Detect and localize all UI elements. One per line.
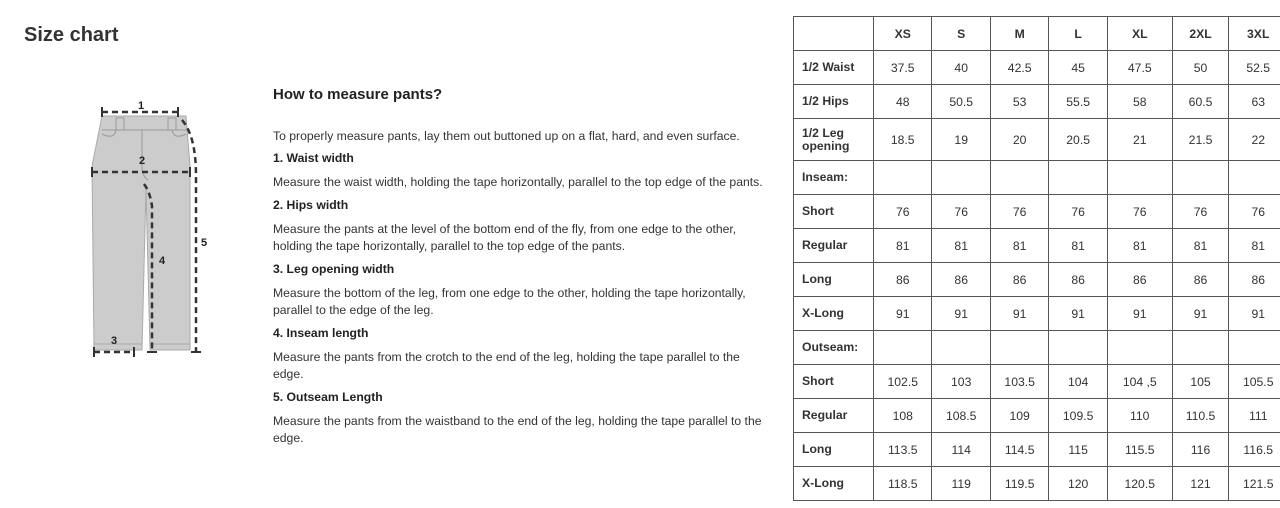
table-cell: 22 bbox=[1229, 119, 1280, 161]
table-cell bbox=[1049, 331, 1107, 365]
step-title-outseam: 5. Outseam Length bbox=[273, 390, 383, 404]
row-label-outseam-regular: Regular bbox=[794, 399, 874, 433]
diagram-label-3: 3 bbox=[111, 335, 118, 347]
table-cell: 116.5 bbox=[1229, 433, 1280, 467]
pants-icon bbox=[84, 96, 216, 366]
table-cell: 119 bbox=[932, 467, 990, 501]
table-cell: 113.5 bbox=[874, 433, 932, 467]
table-cell: 86 bbox=[990, 263, 1048, 297]
size-header-xl: XL bbox=[1107, 17, 1172, 51]
table-cell: 105 bbox=[1172, 365, 1229, 399]
table-cell: 76 bbox=[932, 195, 990, 229]
table-cell bbox=[1229, 331, 1280, 365]
step-text-outseam: Measure the pants from the waistband to the end of the leg, holding the tape parallel to the edge. bbox=[273, 414, 762, 445]
table-cell: 48 bbox=[874, 85, 932, 119]
table-cell: 121.5 bbox=[1229, 467, 1280, 501]
table-cell: 108 bbox=[874, 399, 932, 433]
table-cell bbox=[1049, 161, 1107, 195]
table-cell: 116 bbox=[1172, 433, 1229, 467]
size-header-s: S bbox=[932, 17, 990, 51]
size-header-3xl: 3XL bbox=[1229, 17, 1280, 51]
table-cell: 21 bbox=[1107, 119, 1172, 161]
table-cell: 37.5 bbox=[874, 51, 932, 85]
table-cell: 76 bbox=[1049, 195, 1107, 229]
instructions-intro: To properly measure pants, lay them out buttoned up on a flat, hard, and even surface. bbox=[273, 129, 740, 143]
size-header-l: L bbox=[1049, 17, 1107, 51]
step-text-hips: Measure the pants at the level of the bottom end of the fly, from one edge to the other, holding the tape horizontally, parallel to the top edge of the pants. bbox=[273, 222, 737, 253]
table-cell: 18.5 bbox=[874, 119, 932, 161]
table-cell: 40 bbox=[932, 51, 990, 85]
table-cell: 110.5 bbox=[1172, 399, 1229, 433]
table-cell: 81 bbox=[1172, 229, 1229, 263]
table-cell: 91 bbox=[874, 297, 932, 331]
row-label-inseam-long: Long bbox=[794, 263, 874, 297]
step-title-waist: 1. Waist width bbox=[273, 151, 354, 165]
table-cell: 21.5 bbox=[1172, 119, 1229, 161]
table-cell: 76 bbox=[874, 195, 932, 229]
table-cell: 50.5 bbox=[932, 85, 990, 119]
table-cell bbox=[1172, 331, 1229, 365]
table-cell: 110 bbox=[1107, 399, 1172, 433]
table-cell: 47.5 bbox=[1107, 51, 1172, 85]
row-label-inseam: Inseam: bbox=[794, 161, 874, 195]
table-cell: 58 bbox=[1107, 85, 1172, 119]
table-cell: 86 bbox=[932, 263, 990, 297]
page-title: Size chart bbox=[24, 24, 119, 46]
table-cell: 76 bbox=[1229, 195, 1280, 229]
table-row bbox=[794, 195, 1280, 229]
table-cell: 118.5 bbox=[874, 467, 932, 501]
table-cell: 91 bbox=[1229, 297, 1280, 331]
table-cell: 109.5 bbox=[1049, 399, 1107, 433]
diagram-label-5: 5 bbox=[201, 237, 208, 249]
table-cell: 91 bbox=[1107, 297, 1172, 331]
table-row bbox=[794, 331, 1280, 365]
row-label-half-leg-opening bbox=[794, 119, 874, 161]
table-cell bbox=[874, 331, 932, 365]
table-cell: 104 bbox=[1049, 365, 1107, 399]
row-label-outseam: Outseam: bbox=[794, 331, 874, 365]
table-row bbox=[794, 229, 1280, 263]
step-text-inseam: Measure the pants from the crotch to the end of the leg, holding the tape parallel to the edge. bbox=[273, 350, 740, 381]
table-row bbox=[794, 85, 1280, 119]
table-cell: 81 bbox=[1229, 229, 1280, 263]
table-cell: 111 bbox=[1229, 399, 1280, 433]
table-cell: 81 bbox=[1107, 229, 1172, 263]
pants-silhouette bbox=[92, 116, 190, 350]
table-cell: 109 bbox=[990, 399, 1048, 433]
step-title-inseam: 4. Inseam length bbox=[273, 326, 369, 340]
measurement-instructions bbox=[273, 86, 773, 453]
table-cell: 104 ,5 bbox=[1107, 365, 1172, 399]
row-label-inseam-x-long: X-Long bbox=[794, 297, 874, 331]
table-cell: 91 bbox=[990, 297, 1048, 331]
instructions-heading: How to measure pants? bbox=[273, 86, 443, 103]
size-chart-table bbox=[793, 16, 1280, 501]
row-label-line: 1/2 Leg bbox=[802, 125, 844, 140]
diagram-label-1: 1 bbox=[138, 100, 145, 112]
table-cell bbox=[874, 161, 932, 195]
table-cell: 103.5 bbox=[990, 365, 1048, 399]
table-cell: 86 bbox=[1172, 263, 1229, 297]
table-cell: 91 bbox=[1049, 297, 1107, 331]
table-cell bbox=[1107, 161, 1172, 195]
table-cell: 121 bbox=[1172, 467, 1229, 501]
table-header-row bbox=[794, 17, 1280, 51]
table-cell: 81 bbox=[874, 229, 932, 263]
table-cell bbox=[990, 331, 1048, 365]
table-cell: 52.5 bbox=[1229, 51, 1280, 85]
table-cell: 42.5 bbox=[990, 51, 1048, 85]
table-cell: 108.5 bbox=[932, 399, 990, 433]
table-row bbox=[794, 297, 1280, 331]
table-cell: 86 bbox=[874, 263, 932, 297]
table-cell: 81 bbox=[932, 229, 990, 263]
table-cell: 114 bbox=[932, 433, 990, 467]
row-label-outseam-short: Short bbox=[794, 365, 874, 399]
pants-measurement-diagram bbox=[84, 96, 216, 366]
table-cell: 105.5 bbox=[1229, 365, 1280, 399]
table-cell: 91 bbox=[932, 297, 990, 331]
table-cell: 91 bbox=[1172, 297, 1229, 331]
table-cell: 120 bbox=[1049, 467, 1107, 501]
size-header-2xl: 2XL bbox=[1172, 17, 1229, 51]
diagram-label-4: 4 bbox=[159, 255, 166, 267]
table-cell bbox=[990, 161, 1048, 195]
size-header-xs: XS bbox=[874, 17, 932, 51]
table-row bbox=[794, 51, 1280, 85]
step-text-waist: Measure the waist width, holding the tape horizontally, parallel to the top edge of the pants. bbox=[273, 175, 763, 189]
table-cell: 120.5 bbox=[1107, 467, 1172, 501]
table-cell: 45 bbox=[1049, 51, 1107, 85]
table-cell: 81 bbox=[990, 229, 1048, 263]
step-text-leg-opening: Measure the bottom of the leg, from one edge to the other, holding the tape horizontally, parallel to the edge of the leg. bbox=[273, 286, 746, 317]
row-label-inseam-short: Short bbox=[794, 195, 874, 229]
table-cell: 76 bbox=[1172, 195, 1229, 229]
table-row bbox=[794, 263, 1280, 297]
row-label-half-hips: 1/2 Hips bbox=[794, 85, 874, 119]
table-cell bbox=[932, 331, 990, 365]
table-cell: 115 bbox=[1049, 433, 1107, 467]
table-cell bbox=[1172, 161, 1229, 195]
table-cell: 114.5 bbox=[990, 433, 1048, 467]
table-row bbox=[794, 161, 1280, 195]
table-row bbox=[794, 433, 1280, 467]
table-cell: 76 bbox=[990, 195, 1048, 229]
row-label-line: opening bbox=[802, 138, 850, 153]
table-cell: 19 bbox=[932, 119, 990, 161]
table-cell: 102.5 bbox=[874, 365, 932, 399]
table-cell: 63 bbox=[1229, 85, 1280, 119]
table-cell: 115.5 bbox=[1107, 433, 1172, 467]
table-cell: 86 bbox=[1049, 263, 1107, 297]
table-cell: 86 bbox=[1229, 263, 1280, 297]
table-cell bbox=[932, 161, 990, 195]
table-cell: 103 bbox=[932, 365, 990, 399]
table-cell: 20.5 bbox=[1049, 119, 1107, 161]
diagram-label-2: 2 bbox=[139, 155, 146, 167]
table-row bbox=[794, 365, 1280, 399]
table-cell: 50 bbox=[1172, 51, 1229, 85]
row-label-half-waist: 1/2 Waist bbox=[794, 51, 874, 85]
table-row bbox=[794, 119, 1280, 161]
table-cell: 76 bbox=[1107, 195, 1172, 229]
table-cell bbox=[1229, 161, 1280, 195]
table-row bbox=[794, 467, 1280, 501]
table-cell bbox=[1107, 331, 1172, 365]
table-cell: 86 bbox=[1107, 263, 1172, 297]
table-cell: 53 bbox=[990, 85, 1048, 119]
size-header-m: M bbox=[990, 17, 1048, 51]
table-row bbox=[794, 399, 1280, 433]
step-title-leg-opening: 3. Leg opening width bbox=[273, 262, 395, 276]
row-label-outseam-long: Long bbox=[794, 433, 874, 467]
table-cell: 60.5 bbox=[1172, 85, 1229, 119]
table-cell: 81 bbox=[1049, 229, 1107, 263]
table-cell: 119.5 bbox=[990, 467, 1048, 501]
row-label-outseam-x-long: X-Long bbox=[794, 467, 874, 501]
step-title-hips: 2. Hips width bbox=[273, 198, 349, 212]
table-cell: 20 bbox=[990, 119, 1048, 161]
table-corner-cell bbox=[794, 17, 874, 51]
table-cell: 55.5 bbox=[1049, 85, 1107, 119]
row-label-inseam-regular: Regular bbox=[794, 229, 874, 263]
